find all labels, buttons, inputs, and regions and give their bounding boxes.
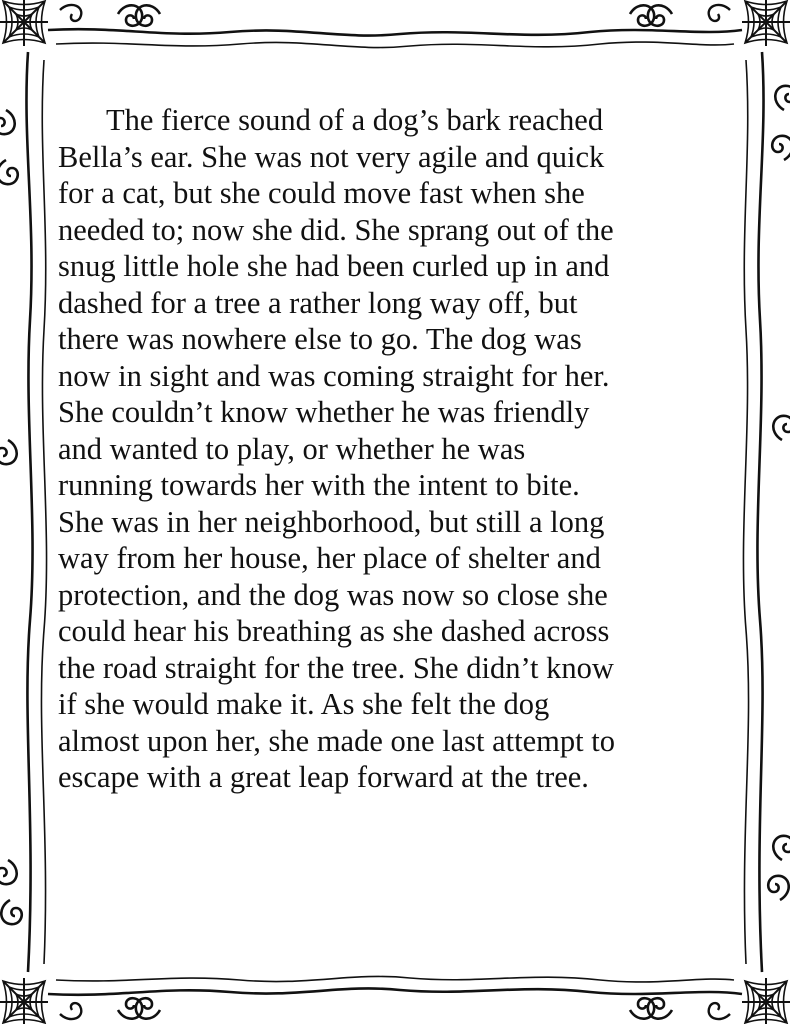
story-line: for a cat, but she could move fast when she [58,176,585,210]
story-line: way from her house, her place of shelter and [58,541,601,575]
story-line: protection, and the dog was now so close she [58,577,608,612]
story-line: dashed for a tree a rather long way off, but [58,285,578,320]
story-line: if she would make it. As she felt the dog [58,687,550,721]
story-line: She couldn’t know whether he was friendly [58,395,590,429]
story-line: and wanted to play, or whether he was [58,431,526,466]
story-line: now in sight and was coming straight for her. [58,358,610,393]
story-line: Bella’s ear. She was not very agile and quick [58,139,605,174]
story-line: almost upon her, she made one last attempt to [58,723,615,758]
story-line: The fierce sound of a dog’s bark reached [106,103,604,137]
story-line: could hear his breathing as she dashed across [58,614,610,648]
story-text [58,102,738,796]
story-line: the road straight for the tree. She didn’t know [58,650,614,685]
story-line: there was nowhere else to go. The dog was [58,322,582,356]
story-line: She was in her neighborhood, but still a long [58,504,605,539]
story-line: snug little hole she had been curled up in and [58,249,610,283]
story-line: needed to; now she did. She sprang out of the [58,212,614,247]
story-line: escape with a great leap forward at the tree. [58,760,589,794]
story-line: running towards her with the intent to bite. [58,468,580,502]
